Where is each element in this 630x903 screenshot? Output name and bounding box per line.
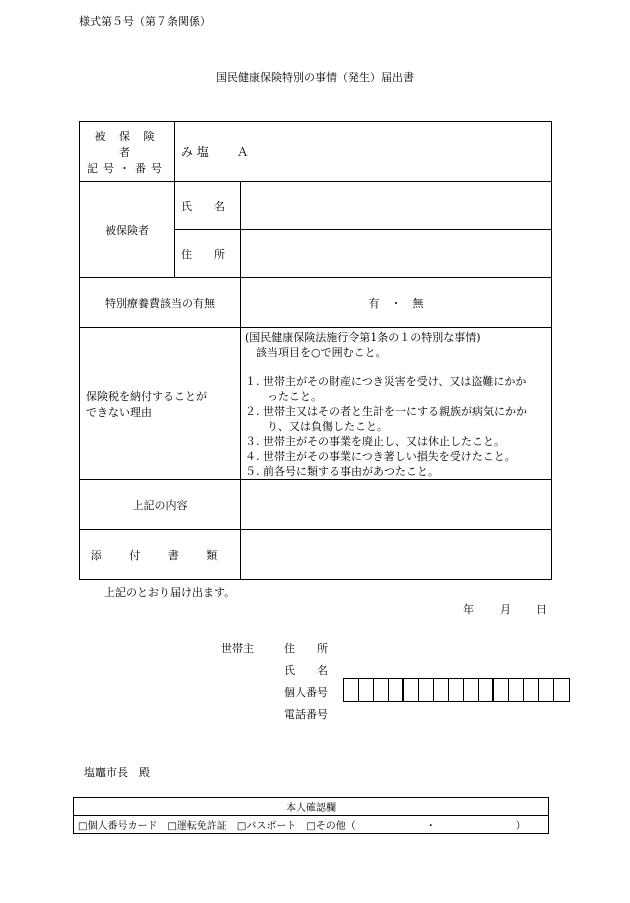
special-medical-label: 特別療養費該当の有無: [80, 278, 241, 328]
form-number: 様式第５号（第７条関係）: [79, 15, 211, 28]
addressee: 塩竈市長 殿: [84, 766, 150, 779]
document-title: 国民健康保険特別の事情（発生）届出書: [216, 71, 414, 84]
identity-check-title: 本人確認欄: [74, 798, 549, 816]
insured-number-field[interactable]: み 塩 Ａ: [175, 122, 552, 182]
content-field[interactable]: [241, 480, 552, 530]
digit-box[interactable]: [509, 679, 524, 701]
digit-box[interactable]: [344, 679, 359, 701]
content-label: 上記の内容: [80, 480, 241, 530]
reason-item: ったこと。: [245, 390, 322, 403]
digit-box[interactable]: [539, 679, 554, 701]
household-address-label: 住 所: [284, 642, 328, 655]
phone-label: 電話番号: [284, 708, 328, 721]
name-field[interactable]: [241, 182, 552, 230]
date-year: 年: [463, 603, 474, 616]
reason-item: ３. 世帯主がその事業を廃止し、又は休止したこと。: [245, 435, 505, 448]
household-head-label: 世帯主: [221, 642, 254, 655]
reason-item: ２. 世帯主又はその者と生計を一にする親族が病気にかか: [245, 405, 527, 418]
identity-check-table: [73, 797, 549, 834]
household-name-label: 氏 名: [284, 664, 328, 677]
attachments-label: 添 付 書 類: [80, 530, 241, 580]
reason-label: 保険税を納付することが できない理由: [80, 328, 241, 480]
identity-check-options[interactable]: □個人番号カード □運転免許証 □パスポート □その他（ ・ ）: [74, 816, 549, 834]
insured-person-label: 被保険者: [80, 182, 175, 278]
mynumber-boxes[interactable]: [343, 678, 570, 702]
date-month: 月: [500, 603, 511, 616]
special-medical-choice[interactable]: 有 ・ 無: [241, 278, 552, 328]
declaration-text: 上記のとおり届け出ます。: [104, 586, 236, 599]
digit-box[interactable]: [419, 679, 434, 701]
digit-box[interactable]: [449, 679, 464, 701]
digit-box[interactable]: [359, 679, 374, 701]
digit-box[interactable]: [464, 679, 479, 701]
reason-item: ４. 世帯主がその事業につき著しい損失を受けたこと。: [245, 450, 516, 463]
mynumber-label: 個人番号: [284, 686, 328, 699]
digit-box[interactable]: [389, 679, 404, 701]
application-table: [79, 121, 552, 580]
date-day: 日: [536, 603, 547, 616]
reason-list[interactable]: (国民健康保険法施行令第1条の１の特別な事情) 該当項目を○で囲むこと。 １. 世帯主がその財産につき災害を受け、又は盗難にかか ったこと。 ２. 世帯主又はその者と生計を一にする親族が病気にかか り、又は負傷したこと。 ３. 世帯主がその事業を廃止し、又は休止したこと。 ４. 世帯主がその事業につき著しい損失を受けたこと。 ５. 前各号に類する事由があつたこと。: [241, 328, 552, 480]
digit-box[interactable]: [479, 679, 494, 701]
attachments-field[interactable]: [241, 530, 552, 580]
address-label: 住 所: [175, 230, 241, 278]
digit-box[interactable]: [374, 679, 389, 701]
reason-item: り、又は負傷したこと。: [245, 420, 388, 433]
digit-box[interactable]: [524, 679, 539, 701]
address-field[interactable]: [241, 230, 552, 278]
digit-box[interactable]: [434, 679, 449, 701]
name-label: 氏 名: [175, 182, 241, 230]
reason-item: １. 世帯主がその財産につき災害を受け、又は盗難にかか: [245, 375, 527, 388]
reason-item: ５. 前各号に類する事由があつたこと。: [245, 465, 439, 478]
digit-box[interactable]: [494, 679, 509, 701]
digit-box[interactable]: [554, 679, 569, 701]
digit-box[interactable]: [404, 679, 419, 701]
insured-number-label: 被 保 険 者 記号・番号: [80, 122, 175, 182]
